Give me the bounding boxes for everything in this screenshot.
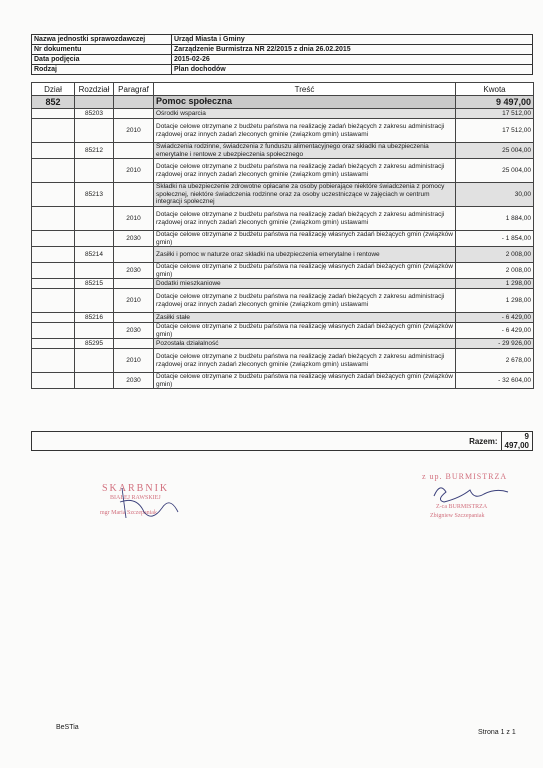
- cell-kwota: 2 008,00: [456, 263, 534, 279]
- table-row: [32, 119, 534, 143]
- cell-tresc: Dotacje celowe otrzymane z budżetu państwa na realizację własnych zadań bieżących gmin (związków gmin): [154, 263, 456, 279]
- cell-rozdzial: 85295: [75, 339, 114, 349]
- treasurer-stamp: [82, 482, 202, 522]
- cell-tresc: Dotacje celowe otrzymane z budżetu państwa na realizację zadań bieżących z zakresu administracji rządowej oraz innych zadań zleconych gminie (związkom gmin) ustawami: [154, 289, 456, 313]
- meta-value: Urząd Miasta i Gminy: [172, 35, 533, 45]
- total-table: [31, 431, 533, 451]
- header-tresc: Treść: [154, 83, 456, 96]
- cell-paragraf: [114, 313, 154, 323]
- cell-rozdzial: [75, 373, 114, 389]
- table-row: [32, 289, 534, 313]
- mayor-stamp-name: Zbigniew Szczepaniak: [430, 513, 485, 519]
- mayor-stamp-role: Z-ca BURMISTRZA: [436, 504, 488, 510]
- cell-tresc: Dotacje celowe otrzymane z budżetu państwa na realizację zadań bieżących z zakresu administracji rządowej oraz innych zadań zleconych gminie (związkom gmin) ustawami: [154, 159, 456, 183]
- cell-dzial: [32, 159, 75, 183]
- cell-kwota: 1 298,00: [456, 279, 534, 289]
- cell-paragraf: [114, 96, 154, 109]
- cell-dzial: 852: [32, 96, 75, 109]
- cell-tresc: Dotacje celowe otrzymane z budżetu państwa na realizację zadań bieżących z zakresu administracji rządowej oraz innych zadań zleconych gminie (związkom gmin) ustawami: [154, 207, 456, 231]
- cell-kwota: 30,00: [456, 183, 534, 207]
- cell-kwota: 25 004,00: [456, 159, 534, 183]
- cell-kwota: 17 512,00: [456, 109, 534, 119]
- table-row: [32, 263, 534, 279]
- treasurer-stamp-title: SKARBNIK: [102, 483, 170, 494]
- cell-paragraf: [114, 279, 154, 289]
- cell-kwota: 1 298,00: [456, 289, 534, 313]
- table-row: [32, 323, 534, 339]
- cell-tresc: Pozostała działalność: [154, 339, 456, 349]
- cell-rozdzial: [75, 263, 114, 279]
- cell-rozdzial: [75, 207, 114, 231]
- cell-tresc: Pomoc społeczna: [154, 96, 456, 109]
- cell-paragraf: [114, 143, 154, 159]
- header-dzial: Dział: [32, 83, 75, 96]
- cell-kwota: 9 497,00: [456, 96, 534, 109]
- cell-kwota: - 32 604,00: [456, 373, 534, 389]
- cell-paragraf: 2030: [114, 231, 154, 247]
- total-label: Razem:: [418, 432, 501, 451]
- cell-tresc: Dotacje celowe otrzymane z budżetu państwa na realizację zadań bieżących z zakresu administracji rządowej oraz innych zadań zleconych gminie (związkom gmin) ustawami: [154, 119, 456, 143]
- table-row: [32, 231, 534, 247]
- cell-rozdzial: [75, 159, 114, 183]
- table-row: [32, 143, 534, 159]
- total-value: 9 497,00: [501, 432, 532, 451]
- cell-tresc: Dotacje celowe otrzymane z budżetu państwa na realizację zadań bieżących z zakresu administracji rządowej oraz innych zadań zleconych gminie (związkom gmin) ustawami: [154, 349, 456, 373]
- cell-dzial: [32, 339, 75, 349]
- cell-tresc: Zasiłki stałe: [154, 313, 456, 323]
- cell-kwota: 25 004,00: [456, 143, 534, 159]
- cell-tresc: Dotacje celowe otrzymane z budżetu państwa na realizację własnych zadań bieżących gmin (związków gmin): [154, 231, 456, 247]
- cell-paragraf: [114, 109, 154, 119]
- mayor-stamp-title: z up. BURMISTRZA: [422, 472, 508, 481]
- cell-paragraf: 2030: [114, 323, 154, 339]
- cell-dzial: [32, 183, 75, 207]
- cell-paragraf: [114, 183, 154, 207]
- cell-paragraf: 2030: [114, 373, 154, 389]
- cell-kwota: - 6 429,00: [456, 313, 534, 323]
- cell-paragraf: 2010: [114, 289, 154, 313]
- treasurer-stamp-name: mgr Maria Szczepaniak: [100, 510, 157, 516]
- mayor-stamp: [400, 470, 530, 520]
- table-header-row: [32, 83, 534, 96]
- cell-paragraf: [114, 339, 154, 349]
- table-row: [32, 247, 534, 263]
- table-row: [32, 349, 534, 373]
- cell-tresc: Dotacje celowe otrzymane z budżetu państwa na realizację własnych zadań bieżących gmin (związków gmin): [154, 373, 456, 389]
- budget-table: [31, 82, 534, 389]
- cell-rozdzial: [75, 289, 114, 313]
- cell-dzial: [32, 373, 75, 389]
- header-rozdzial: Rozdział: [75, 83, 114, 96]
- table-row: [32, 159, 534, 183]
- meta-row: [32, 35, 533, 45]
- cell-kwota: 17 512,00: [456, 119, 534, 143]
- table-row: [32, 313, 534, 323]
- cell-dzial: [32, 323, 75, 339]
- cell-kwota: - 6 429,00: [456, 323, 534, 339]
- cell-tresc: Ośrodki wsparcia: [154, 109, 456, 119]
- footer-page-number: Strona 1 z 1: [478, 729, 516, 736]
- treasurer-stamp-office: BIAŁEJ RAWSKIEJ: [110, 495, 161, 501]
- cell-tresc: Świadczenia rodzinne, świadczenia z funduszu alimentacyjnego oraz składki na ubezpieczenia emerytalne i rentowe z ubezpieczenia społecznego: [154, 143, 456, 159]
- cell-kwota: 1 884,00: [456, 207, 534, 231]
- cell-rozdzial: [75, 349, 114, 373]
- meta-label: Nr dokumentu: [32, 45, 172, 55]
- cell-dzial: [32, 349, 75, 373]
- cell-kwota: 2 008,00: [456, 247, 534, 263]
- cell-dzial: [32, 247, 75, 263]
- cell-paragraf: 2010: [114, 159, 154, 183]
- cell-rozdzial: 85213: [75, 183, 114, 207]
- cell-rozdzial: 85216: [75, 313, 114, 323]
- cell-paragraf: 2030: [114, 263, 154, 279]
- cell-dzial: [32, 231, 75, 247]
- cell-dzial: [32, 143, 75, 159]
- cell-kwota: 2 678,00: [456, 349, 534, 373]
- cell-rozdzial: 85203: [75, 109, 114, 119]
- meta-value: Plan dochodów: [172, 65, 533, 75]
- table-row: [32, 96, 534, 109]
- meta-label: Rodzaj: [32, 65, 172, 75]
- cell-dzial: [32, 109, 75, 119]
- meta-row: [32, 65, 533, 75]
- meta-value: 2015-02-26: [172, 55, 533, 65]
- cell-paragraf: 2010: [114, 119, 154, 143]
- cell-dzial: [32, 289, 75, 313]
- cell-tresc: Składki na ubezpieczenie zdrowotne opłacane za osoby pobierające niektóre świadczenia z pomocy społecznej, niektóre świadczenia rodzinne oraz za osoby uczestniczące w zajęciach w centrum integracji społecznej: [154, 183, 456, 207]
- cell-dzial: [32, 279, 75, 289]
- table-row: [32, 339, 534, 349]
- cell-tresc: Zasiłki i pomoc w naturze oraz składki na ubezpieczenia emerytalne i rentowe: [154, 247, 456, 263]
- cell-paragraf: 2010: [114, 349, 154, 373]
- cell-rozdzial: [75, 96, 114, 109]
- footer-software: BeSTia: [56, 724, 79, 731]
- cell-rozdzial: [75, 231, 114, 247]
- mayor-signature: [434, 488, 508, 502]
- table-row: [32, 183, 534, 207]
- meta-table: [31, 34, 533, 75]
- cell-dzial: [32, 119, 75, 143]
- meta-row: [32, 55, 533, 65]
- cell-rozdzial: [75, 119, 114, 143]
- header-kwota: Kwota: [456, 83, 534, 96]
- meta-row: [32, 45, 533, 55]
- table-row: [32, 373, 534, 389]
- cell-dzial: [32, 207, 75, 231]
- table-row: [32, 109, 534, 119]
- meta-label: Data podjęcia: [32, 55, 172, 65]
- meta-value: Zarządzenie Burmistrza NR 22/2015 z dnia 26.02.2015: [172, 45, 533, 55]
- table-row: [32, 207, 534, 231]
- cell-kwota: - 1 854,00: [456, 231, 534, 247]
- header-paragraf: Paragraf: [114, 83, 154, 96]
- cell-rozdzial: 85212: [75, 143, 114, 159]
- cell-tresc: Dotacje celowe otrzymane z budżetu państwa na realizację własnych zadań bieżących gmin (związków gmin): [154, 323, 456, 339]
- cell-tresc: Dodatki mieszkaniowe: [154, 279, 456, 289]
- cell-dzial: [32, 313, 75, 323]
- meta-label: Nazwa jednostki sprawozdawczej: [32, 35, 172, 45]
- cell-paragraf: 2010: [114, 207, 154, 231]
- cell-rozdzial: 85215: [75, 279, 114, 289]
- cell-dzial: [32, 263, 75, 279]
- cell-rozdzial: [75, 323, 114, 339]
- cell-rozdzial: 85214: [75, 247, 114, 263]
- cell-kwota: - 29 926,00: [456, 339, 534, 349]
- table-row: [32, 279, 534, 289]
- cell-paragraf: [114, 247, 154, 263]
